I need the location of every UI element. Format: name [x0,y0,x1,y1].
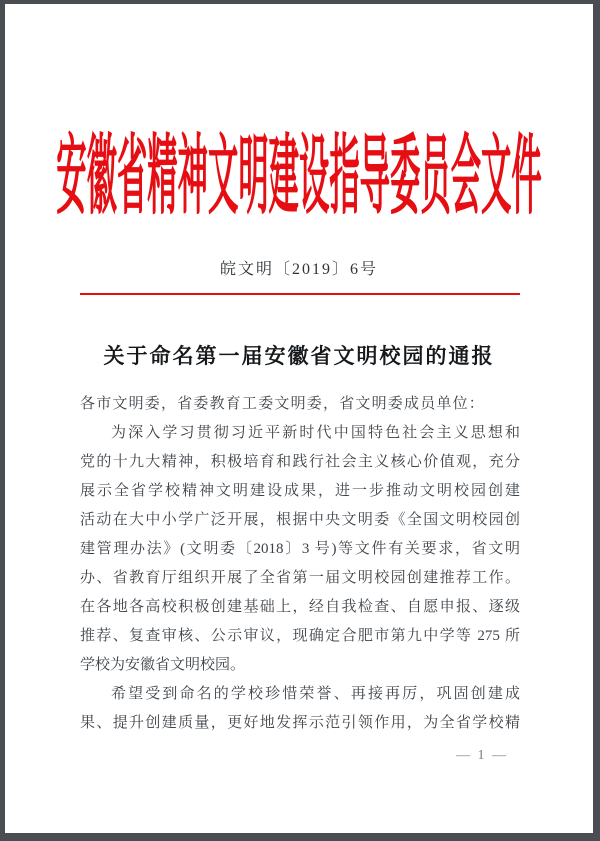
body-line: 在各地各高校积极创建基础上，经自我检查、自愿申报、逐级 [80,599,520,615]
page-number: — 1 — [456,748,508,763]
body-line: 展示全省学校精神文明建设成果，进一步推动文明校园创建 [80,483,520,499]
body-line: 活动在大中小学广泛开展，根据中央文明委《全国文明校园创 [80,512,520,528]
body-line: 办、省教育厅组织开展了全省第一届文明校园创建推荐工作。 [80,570,520,586]
letterhead-divider-line [80,293,520,295]
document-number: 皖文明〔2019〕6号 [219,261,378,278]
document-body [80,390,520,738]
body-line: 建管理办法》(文明委〔2018〕3 号)等文件有关要求，省文明 [80,541,520,557]
letterhead-org-name: 安徽省精神文明建设指导委员会文件 [56,127,542,225]
body-line: 党的十九大精神，积极培育和践行社会主义核心价值观，充分 [80,454,520,470]
body-line: 推荐、复查审核、公示审议，现确定合肥市第九中学等 275 所 [80,628,520,644]
body-line: 学校为安徽省文明校园。 [80,657,246,673]
body-line-salutation: 各市文明委，省委教育工委文明委，省文明委成员单位： [80,396,486,412]
body-line: 果、提升创建质量，更好地发挥示范引领作用，为全省学校精 [80,715,520,731]
body-line: 为深入学习贯彻习近平新时代中国特色社会主义思想和 [111,425,520,441]
document-page [5,4,593,833]
document-title: 关于命名第一届安徽省文明校园的通报 [103,344,495,368]
body-line: 希望受到命名的学校珍惜荣誉、再接再厉，巩固创建成 [111,686,520,702]
